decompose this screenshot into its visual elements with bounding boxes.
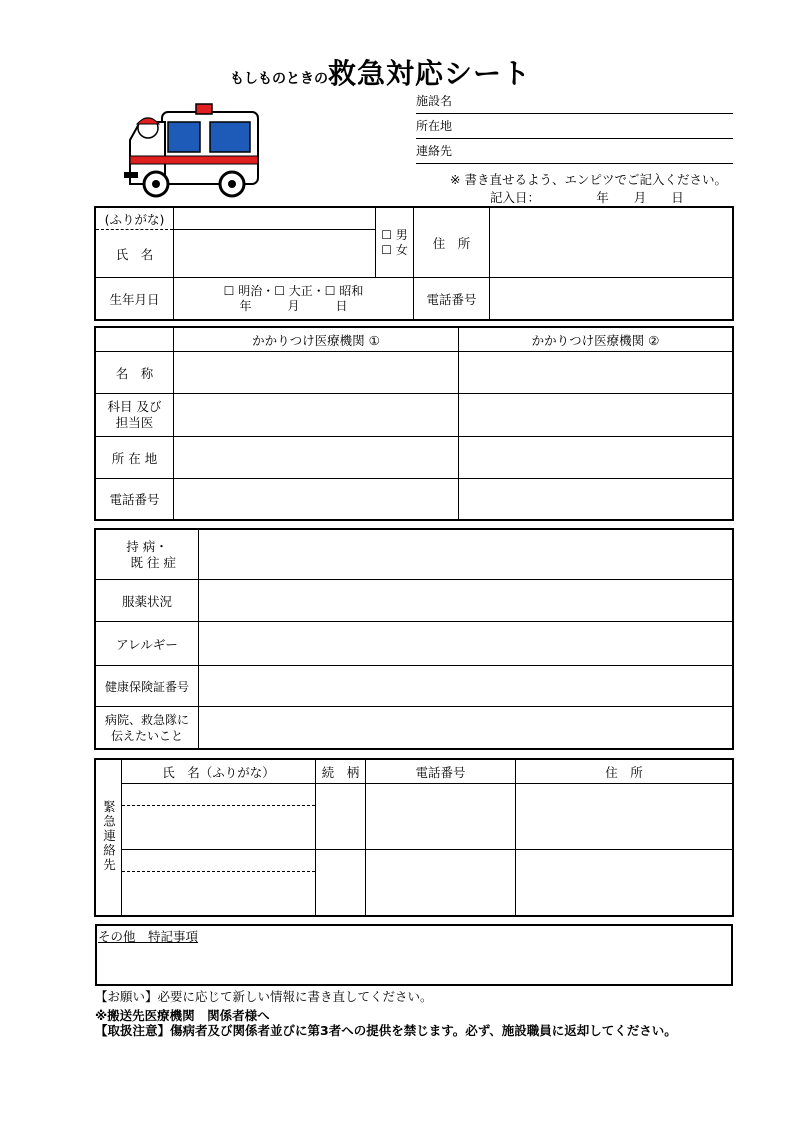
emergency1-furigana-field[interactable]: [122, 784, 316, 806]
address-label-cell: 住 所: [414, 208, 490, 278]
emergency1-address-field[interactable]: [516, 784, 733, 850]
clinic1-department-field[interactable]: [174, 394, 459, 437]
clinic-row-address: 所 在 地: [96, 437, 174, 479]
clinic2-address-field[interactable]: [459, 437, 733, 479]
emergency2-furigana-field[interactable]: [122, 850, 316, 872]
medication-label: 服薬状況: [96, 580, 199, 622]
address-field[interactable]: [490, 208, 733, 278]
emergency2-relation-field[interactable]: [316, 850, 366, 916]
emergency-col-phone: 電話番号: [366, 760, 516, 784]
caution-note: 【取扱注意】傷病者及び関係者並びに第3者への提供を禁じます。必ず、施設職員に返却してください。: [95, 1023, 677, 1038]
contact-label: 連絡先: [416, 144, 453, 158]
clinic1-phone-field[interactable]: [174, 479, 459, 520]
female-checkbox[interactable]: ☐ 女: [381, 242, 408, 257]
emergency-col-name: 氏 名（ふりがな）: [122, 760, 316, 784]
other-notes-box[interactable]: [95, 924, 733, 986]
insurance-field[interactable]: [199, 666, 733, 707]
clinic-col-1: かかりつけ医療機関 ①: [174, 328, 459, 352]
medical-info-table: [95, 529, 733, 749]
request-note: 【お願い】必要に応じて新しい情報に書き直してください。: [95, 989, 433, 1004]
chronic-illness-field[interactable]: [199, 530, 733, 580]
gender-cell[interactable]: [376, 208, 414, 278]
emergency-col-address: 住 所: [516, 760, 733, 784]
message-field[interactable]: [199, 707, 733, 749]
medication-field[interactable]: [199, 580, 733, 622]
pencil-note: ※ 書き直せるよう、エンピツでご記入ください。: [450, 172, 727, 187]
facility-name-field[interactable]: [416, 89, 733, 114]
furigana-label: (ふりがな): [96, 208, 174, 230]
title-main: 救急対応シート: [328, 57, 532, 90]
emergency2-phone-field[interactable]: [366, 850, 516, 916]
other-notes-label: その他 特記事項: [98, 929, 199, 944]
emergency1-name-field[interactable]: [122, 806, 316, 850]
birth-label: 生年月日: [96, 278, 174, 320]
insurance-label: 健康保険証番号: [96, 666, 199, 707]
emergency-side-text: 緊急連絡先: [101, 799, 117, 873]
phone-field[interactable]: [490, 278, 733, 320]
phone-label: 電話番号: [414, 278, 490, 320]
male-checkbox[interactable]: ☐ 男: [381, 227, 408, 242]
emergency2-name-field[interactable]: [122, 872, 316, 916]
birth-date: 年 月 日: [239, 298, 348, 313]
title-prefix: もしものときの: [230, 71, 328, 87]
clinic2-phone-field[interactable]: [459, 479, 733, 520]
entry-date: 記入日： 年 月 日: [490, 190, 684, 205]
emergency-side-label: [96, 760, 122, 916]
allergy-field[interactable]: [199, 622, 733, 666]
ambulance-icon: [120, 100, 270, 200]
clinic1-address-field[interactable]: [174, 437, 459, 479]
facility-contact-field[interactable]: [416, 139, 733, 164]
clinic2-department-field[interactable]: [459, 394, 733, 437]
chronic-illness-label: 持 病・ 既 往 症: [96, 530, 199, 580]
clinic1-name-field[interactable]: [174, 352, 459, 394]
clinic-row-phone: 電話番号: [96, 479, 174, 520]
clinic-row-name: 名 称: [96, 352, 174, 394]
emergency-contact-table: [95, 759, 733, 916]
facility-label: 施設名: [416, 94, 453, 108]
address-label: 所在地: [416, 119, 453, 133]
facility-address-field[interactable]: [416, 114, 733, 139]
message-label: 病院、救急隊に 伝えたいこと: [96, 707, 199, 749]
emergency2-address-field[interactable]: [516, 850, 733, 916]
page-title: [230, 52, 531, 92]
name-label: 氏 名: [96, 230, 174, 278]
clinic-row-department: 科目 及び 担当医: [96, 394, 174, 437]
personal-info-table: [95, 207, 733, 320]
emergency1-phone-field[interactable]: [366, 784, 516, 850]
allergy-label: アレルギー: [96, 622, 199, 666]
emergency-col-relation: 続 柄: [316, 760, 366, 784]
recipient-note: ※搬送先医療機関 関係者様へ: [95, 1008, 270, 1023]
emergency1-relation-field[interactable]: [316, 784, 366, 850]
birth-field[interactable]: [174, 278, 414, 320]
furigana-field[interactable]: [174, 208, 376, 230]
era-checkboxes[interactable]: ☐ 明治・☐ 大正・☐ 昭和: [223, 283, 364, 298]
clinic-corner: [96, 328, 174, 352]
name-field[interactable]: [174, 230, 376, 278]
clinic2-name-field[interactable]: [459, 352, 733, 394]
clinic-col-2: かかりつけ医療機関 ②: [459, 328, 733, 352]
clinic-table: [95, 327, 733, 520]
